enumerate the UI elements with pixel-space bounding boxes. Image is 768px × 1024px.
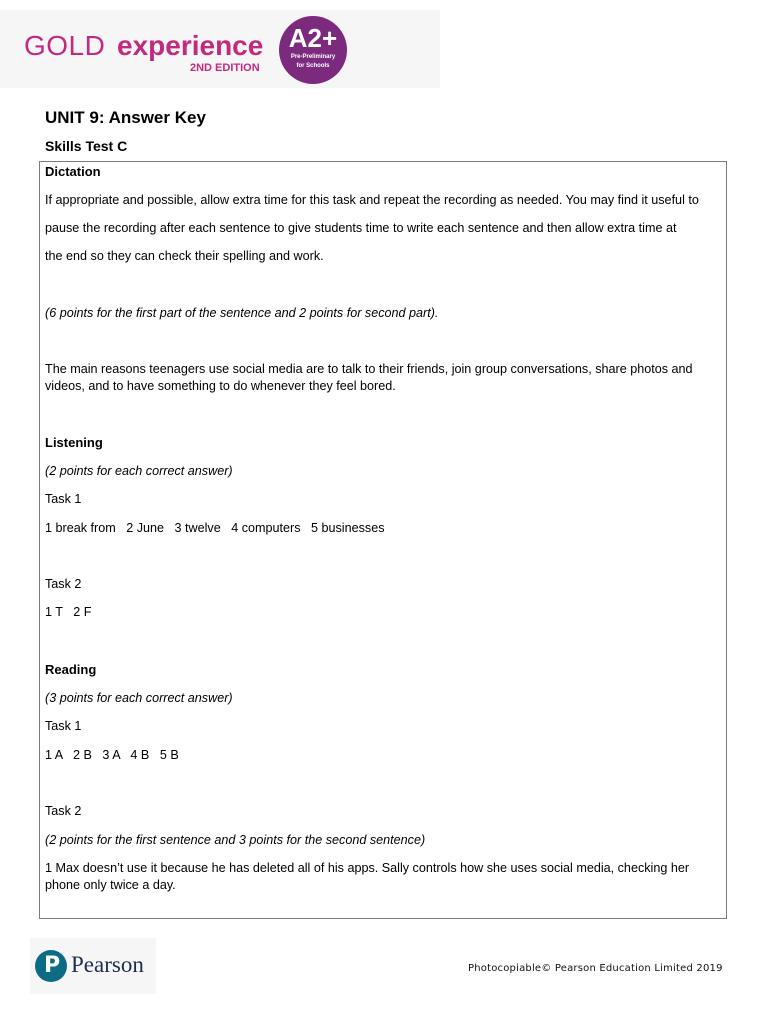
listening-task1-label: Task 1 — [45, 492, 82, 506]
listening-heading: Listening — [45, 435, 103, 450]
dictation-points: (6 points for the first part of the sentence and 2 points for second part). — [45, 306, 439, 320]
badge-subtitle-1: Pre-Preliminary — [290, 54, 336, 60]
logo-gold-text: GOLD — [24, 30, 106, 61]
reading-task1-label: Task 1 — [45, 719, 82, 733]
listening-task2-label: Task 2 — [45, 577, 82, 591]
answer-key-box — [39, 161, 727, 919]
dictation-text: The main reasons teenagers use social media are to talk to their friends, join group conversations, share photos and videos, and to have something to do whenever they feel bored. — [45, 362, 693, 393]
logo-experience-text: experience — [117, 30, 264, 61]
listening-points: (2 points for each correct answer) — [45, 464, 233, 478]
level-badge — [279, 16, 347, 84]
reading-task1-answers: 1 A 2 B 3 A 4 B 5 B — [45, 748, 179, 762]
pearson-logo-letter: P — [44, 953, 61, 978]
listening-task2-answers: 1 T 2 F — [45, 605, 92, 619]
reading-task2-points: (2 points for the first sentence and 3 points for the second sentence) — [45, 833, 426, 847]
copyright-notice: Photocopiable© Pearson Education Limited 2019 — [468, 963, 723, 974]
page-title: UNIT 9: Answer Key — [45, 108, 206, 127]
dictation-heading: Dictation — [45, 164, 101, 179]
dictation-instruction-3: the end so they can check their spelling and work. — [45, 249, 324, 263]
page-subtitle: Skills Test C — [45, 138, 128, 154]
dictation-instruction-2: pause the recording after each sentence to give students time to write each sentence and then allow extra time at — [45, 221, 677, 235]
badge-subtitle-2: for Schools — [296, 63, 330, 69]
reading-points: (3 points for each correct answer) — [45, 691, 233, 705]
reading-heading: Reading — [45, 662, 97, 677]
badge-level: A2+ — [288, 23, 338, 53]
reading-task2-answer: 1 Max doesn’t use it because he has deleted all of his apps. Sally controls how she uses social media, checking her phone only twice a day. — [45, 861, 690, 892]
listening-task1-answers: 1 break from 2 June 3 twelve 4 computers 5 businesses — [45, 521, 385, 535]
dictation-instruction-1: If appropriate and possible, allow extra time for this task and repeat the recording as needed. You may find it useful to — [45, 193, 699, 207]
reading-task2-label: Task 2 — [45, 804, 82, 818]
logo-edition-text: 2ND EDITION — [190, 62, 260, 74]
pearson-wordmark: Pearson — [71, 952, 144, 977]
